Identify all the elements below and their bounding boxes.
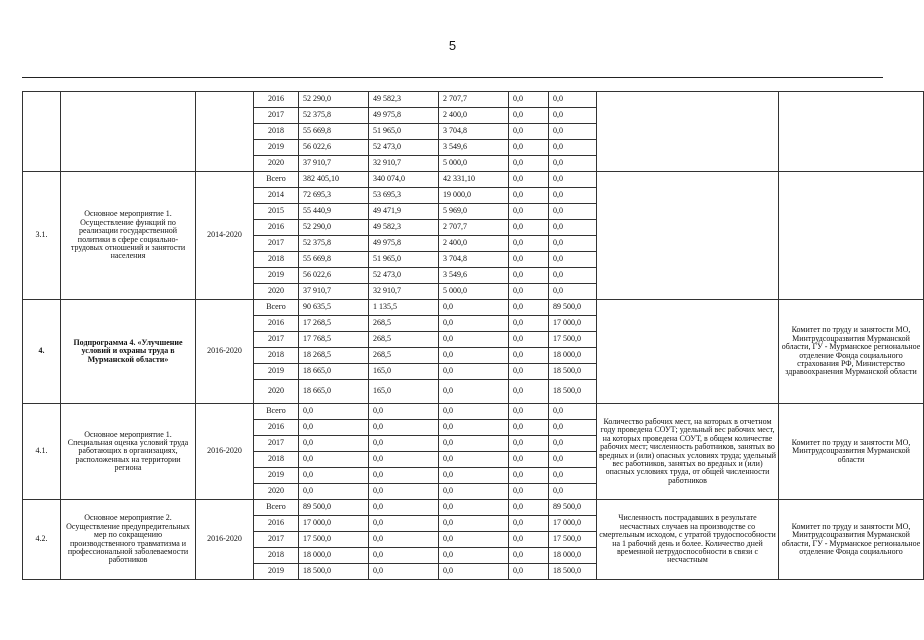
- year-cell: 2019: [254, 468, 299, 484]
- year-cell: 2019: [254, 268, 299, 284]
- value-cell: 268,5: [369, 332, 439, 348]
- value-cell: 18 000,0: [299, 548, 369, 564]
- value-cell: 37 910,7: [299, 156, 369, 172]
- value-cell: 0,0: [509, 220, 549, 236]
- value-cell: 0,0: [509, 204, 549, 220]
- value-cell: 0,0: [439, 404, 509, 420]
- value-cell: 51 965,0: [369, 124, 439, 140]
- year-cell: 2015: [254, 204, 299, 220]
- executor-cell: Комитет по труду и занятости МО, Минтрудсоцразвития Мурманской области: [779, 404, 924, 500]
- value-cell: 0,0: [369, 500, 439, 516]
- value-cell: 32 910,7: [369, 284, 439, 300]
- value-cell: 17 000,0: [549, 516, 597, 532]
- value-cell: 0,0: [369, 420, 439, 436]
- table-row: [23, 300, 924, 316]
- value-cell: 52 473,0: [369, 140, 439, 156]
- value-cell: 0,0: [509, 92, 549, 108]
- value-cell: 17 500,0: [549, 532, 597, 548]
- value-cell: 0,0: [299, 420, 369, 436]
- value-cell: 0,0: [439, 332, 509, 348]
- value-cell: 17 000,0: [549, 316, 597, 332]
- value-cell: 0,0: [549, 436, 597, 452]
- value-cell: 0,0: [509, 548, 549, 564]
- table-row: [23, 92, 924, 108]
- value-cell: 2 400,0: [439, 236, 509, 252]
- indicator-cell: Численность пострадавших в результате несчастных случаев на производстве со смертельным исходом, с утратой трудоспособности на 1 рабочий день и более. Количество дней временной нетрудоспособности в связи с несчастным: [597, 500, 779, 580]
- value-cell: 17 500,0: [549, 332, 597, 348]
- value-cell: 0,0: [509, 124, 549, 140]
- year-cell: 2018: [254, 452, 299, 468]
- value-cell: 0,0: [369, 516, 439, 532]
- value-cell: 0,0: [439, 452, 509, 468]
- value-cell: 165,0: [369, 380, 439, 404]
- value-cell: 53 695,3: [369, 188, 439, 204]
- value-cell: 0,0: [299, 452, 369, 468]
- value-cell: 17 268,5: [299, 316, 369, 332]
- value-cell: 0,0: [509, 172, 549, 188]
- value-cell: 49 582,3: [369, 92, 439, 108]
- year-cell: Всего: [254, 300, 299, 316]
- value-cell: 0,0: [509, 188, 549, 204]
- measure-name-cell: Основное мероприятие 2. Осуществление предупредительных мер по сокращению производственного травматизма и профессиональной заболеваемости работников: [61, 500, 196, 580]
- value-cell: 18 500,0: [549, 364, 597, 380]
- executor-cell: Комитет по труду и занятости МО, Минтрудсоцразвития Мурманской области, ГУ - Мурманское региональное отделение Фонда социального: [779, 500, 924, 580]
- value-cell: 0,0: [439, 468, 509, 484]
- year-cell: Всего: [254, 500, 299, 516]
- indicator-cell: [597, 300, 779, 404]
- year-cell: 2018: [254, 252, 299, 268]
- value-cell: 0,0: [509, 316, 549, 332]
- period-cell: [196, 92, 254, 172]
- value-cell: 18 665,0: [299, 380, 369, 404]
- value-cell: 268,5: [369, 348, 439, 364]
- value-cell: 0,0: [549, 284, 597, 300]
- value-cell: 0,0: [369, 532, 439, 548]
- value-cell: 0,0: [439, 364, 509, 380]
- value-cell: 0,0: [509, 436, 549, 452]
- value-cell: 0,0: [369, 484, 439, 500]
- value-cell: 0,0: [509, 484, 549, 500]
- page-number: 5: [448, 38, 457, 53]
- year-cell: 2014: [254, 188, 299, 204]
- value-cell: 0,0: [439, 316, 509, 332]
- value-cell: 0,0: [509, 364, 549, 380]
- year-cell: 2020: [254, 284, 299, 300]
- value-cell: 0,0: [439, 420, 509, 436]
- year-cell: 2018: [254, 124, 299, 140]
- value-cell: 0,0: [439, 532, 509, 548]
- value-cell: 42 331,10: [439, 172, 509, 188]
- value-cell: 89 500,0: [299, 500, 369, 516]
- value-cell: 0,0: [509, 332, 549, 348]
- value-cell: 18 000,0: [549, 348, 597, 364]
- value-cell: 56 022,6: [299, 140, 369, 156]
- period-cell: 2016-2020: [196, 500, 254, 580]
- value-cell: 2 707,7: [439, 220, 509, 236]
- value-cell: 3 704,8: [439, 252, 509, 268]
- value-cell: 0,0: [439, 484, 509, 500]
- value-cell: 0,0: [549, 220, 597, 236]
- value-cell: 0,0: [369, 548, 439, 564]
- value-cell: 56 022,6: [299, 268, 369, 284]
- value-cell: 49 975,8: [369, 108, 439, 124]
- value-cell: 52 375,8: [299, 108, 369, 124]
- value-cell: 268,5: [369, 316, 439, 332]
- value-cell: 0,0: [369, 564, 439, 580]
- value-cell: 0,0: [509, 108, 549, 124]
- value-cell: 0,0: [509, 404, 549, 420]
- table-row: [23, 500, 924, 516]
- value-cell: 18 500,0: [549, 564, 597, 580]
- executor-cell: Комитет по труду и занятости МО, Минтрудсоцразвития Мурманской области, ГУ - Мурманское региональное отделение Фонда социального страхования РФ, Министерство здравоохранения Мурманской области: [779, 300, 924, 404]
- value-cell: 0,0: [549, 484, 597, 500]
- value-cell: 49 582,3: [369, 220, 439, 236]
- year-cell: 2017: [254, 108, 299, 124]
- value-cell: 0,0: [549, 204, 597, 220]
- value-cell: 17 768,5: [299, 332, 369, 348]
- period-cell: 2016-2020: [196, 404, 254, 500]
- year-cell: Всего: [254, 172, 299, 188]
- program-table: [22, 91, 924, 580]
- measure-name-cell: Основное мероприятие 1. Специальная оценка условий труда работающих в организациях, расположенных на территории региона: [61, 404, 196, 500]
- value-cell: 0,0: [509, 252, 549, 268]
- value-cell: 18 000,0: [549, 548, 597, 564]
- year-cell: 2017: [254, 436, 299, 452]
- measure-name-cell: Основное мероприятие 1. Осуществление функций по реализации государственной политики в сфере социально-трудовых отношений и занятости населения: [61, 172, 196, 300]
- year-cell: 2020: [254, 484, 299, 500]
- value-cell: 340 074,0: [369, 172, 439, 188]
- value-cell: 1 135,5: [369, 300, 439, 316]
- row-number-cell: 4.2.: [23, 500, 61, 580]
- year-cell: 2020: [254, 156, 299, 172]
- value-cell: 18 665,0: [299, 364, 369, 380]
- year-cell: 2018: [254, 548, 299, 564]
- value-cell: 52 473,0: [369, 268, 439, 284]
- value-cell: 55 669,8: [299, 252, 369, 268]
- value-cell: 0,0: [549, 236, 597, 252]
- value-cell: 89 500,0: [549, 300, 597, 316]
- measure-name-cell: Подпрограмма 4. «Улучшение условий и охраны труда в Мурманской области»: [61, 300, 196, 404]
- indicator-cell: [597, 172, 779, 300]
- value-cell: 5 000,0: [439, 156, 509, 172]
- value-cell: 52 290,0: [299, 220, 369, 236]
- row-number-cell: 4.1.: [23, 404, 61, 500]
- executor-cell: [779, 172, 924, 300]
- value-cell: 19 000,0: [439, 188, 509, 204]
- value-cell: 2 400,0: [439, 108, 509, 124]
- value-cell: 18 500,0: [549, 380, 597, 404]
- table-row: [23, 404, 924, 420]
- value-cell: 0,0: [439, 436, 509, 452]
- table-row: [23, 172, 924, 188]
- value-cell: 17 000,0: [299, 516, 369, 532]
- value-cell: 0,0: [549, 188, 597, 204]
- value-cell: 49 975,8: [369, 236, 439, 252]
- value-cell: 0,0: [299, 404, 369, 420]
- value-cell: 0,0: [549, 268, 597, 284]
- indicator-cell: Количество рабочих мест, на которых в отчетном году проведена СОУТ; удельный вес рабочих мест, на которых проведена СОУТ, в общем количестве рабочих мест; численность работников, занятых во вредных и (или) опасных условиях труда; удельный вес работников, занятых во вредных и (или) опасных условиях труда, от общей численности работников: [597, 404, 779, 500]
- value-cell: 18 500,0: [299, 564, 369, 580]
- value-cell: 0,0: [509, 516, 549, 532]
- value-cell: 17 500,0: [299, 532, 369, 548]
- value-cell: 0,0: [509, 452, 549, 468]
- value-cell: 37 910,7: [299, 284, 369, 300]
- value-cell: 0,0: [369, 452, 439, 468]
- value-cell: 0,0: [549, 156, 597, 172]
- year-cell: 2017: [254, 236, 299, 252]
- value-cell: 0,0: [439, 516, 509, 532]
- top-rule: [22, 77, 883, 78]
- year-cell: 2020: [254, 380, 299, 404]
- value-cell: 0,0: [509, 268, 549, 284]
- year-cell: 2016: [254, 92, 299, 108]
- year-cell: 2016: [254, 516, 299, 532]
- value-cell: 0,0: [509, 348, 549, 364]
- value-cell: 18 268,5: [299, 348, 369, 364]
- row-number-cell: 3.1.: [23, 172, 61, 300]
- row-number-cell: 4.: [23, 300, 61, 404]
- value-cell: 0,0: [549, 452, 597, 468]
- value-cell: 0,0: [299, 436, 369, 452]
- year-cell: Всего: [254, 404, 299, 420]
- value-cell: 2 707,7: [439, 92, 509, 108]
- executor-cell: [779, 92, 924, 172]
- value-cell: 0,0: [439, 500, 509, 516]
- value-cell: 0,0: [549, 252, 597, 268]
- value-cell: 0,0: [439, 348, 509, 364]
- value-cell: 0,0: [509, 500, 549, 516]
- value-cell: 0,0: [549, 124, 597, 140]
- value-cell: 0,0: [509, 468, 549, 484]
- value-cell: 0,0: [549, 108, 597, 124]
- year-cell: 2019: [254, 140, 299, 156]
- value-cell: 0,0: [299, 484, 369, 500]
- value-cell: 0,0: [549, 140, 597, 156]
- value-cell: 0,0: [509, 532, 549, 548]
- year-cell: 2016: [254, 316, 299, 332]
- value-cell: 0,0: [369, 404, 439, 420]
- measure-name-cell: [61, 92, 196, 172]
- year-cell: 2016: [254, 420, 299, 436]
- value-cell: 72 695,3: [299, 188, 369, 204]
- value-cell: 0,0: [549, 420, 597, 436]
- value-cell: 0,0: [369, 468, 439, 484]
- value-cell: 5 000,0: [439, 284, 509, 300]
- value-cell: 51 965,0: [369, 252, 439, 268]
- value-cell: 3 549,6: [439, 140, 509, 156]
- value-cell: 89 500,0: [549, 500, 597, 516]
- value-cell: 49 471,9: [369, 204, 439, 220]
- value-cell: 0,0: [509, 140, 549, 156]
- value-cell: 0,0: [509, 420, 549, 436]
- value-cell: 0,0: [439, 380, 509, 404]
- value-cell: 0,0: [509, 300, 549, 316]
- value-cell: 382 405,10: [299, 172, 369, 188]
- value-cell: 0,0: [299, 468, 369, 484]
- value-cell: 0,0: [439, 564, 509, 580]
- indicator-cell: [597, 92, 779, 172]
- year-cell: 2016: [254, 220, 299, 236]
- value-cell: 3 549,6: [439, 268, 509, 284]
- value-cell: 55 440,9: [299, 204, 369, 220]
- period-cell: 2016-2020: [196, 300, 254, 404]
- value-cell: 0,0: [509, 284, 549, 300]
- row-number-cell: [23, 92, 61, 172]
- value-cell: 0,0: [549, 468, 597, 484]
- value-cell: 90 635,5: [299, 300, 369, 316]
- value-cell: 5 969,0: [439, 204, 509, 220]
- year-cell: 2017: [254, 332, 299, 348]
- value-cell: 0,0: [549, 92, 597, 108]
- value-cell: 52 375,8: [299, 236, 369, 252]
- value-cell: 165,0: [369, 364, 439, 380]
- value-cell: 0,0: [509, 236, 549, 252]
- value-cell: 55 669,8: [299, 124, 369, 140]
- value-cell: 0,0: [439, 548, 509, 564]
- value-cell: 0,0: [509, 156, 549, 172]
- year-cell: 2017: [254, 532, 299, 548]
- value-cell: 0,0: [509, 380, 549, 404]
- period-cell: 2014-2020: [196, 172, 254, 300]
- year-cell: 2019: [254, 564, 299, 580]
- value-cell: 0,0: [369, 436, 439, 452]
- value-cell: 0,0: [509, 564, 549, 580]
- value-cell: 0,0: [549, 404, 597, 420]
- year-cell: 2019: [254, 364, 299, 380]
- value-cell: 3 704,8: [439, 124, 509, 140]
- year-cell: 2018: [254, 348, 299, 364]
- value-cell: 32 910,7: [369, 156, 439, 172]
- value-cell: 0,0: [549, 172, 597, 188]
- value-cell: 52 290,0: [299, 92, 369, 108]
- value-cell: 0,0: [439, 300, 509, 316]
